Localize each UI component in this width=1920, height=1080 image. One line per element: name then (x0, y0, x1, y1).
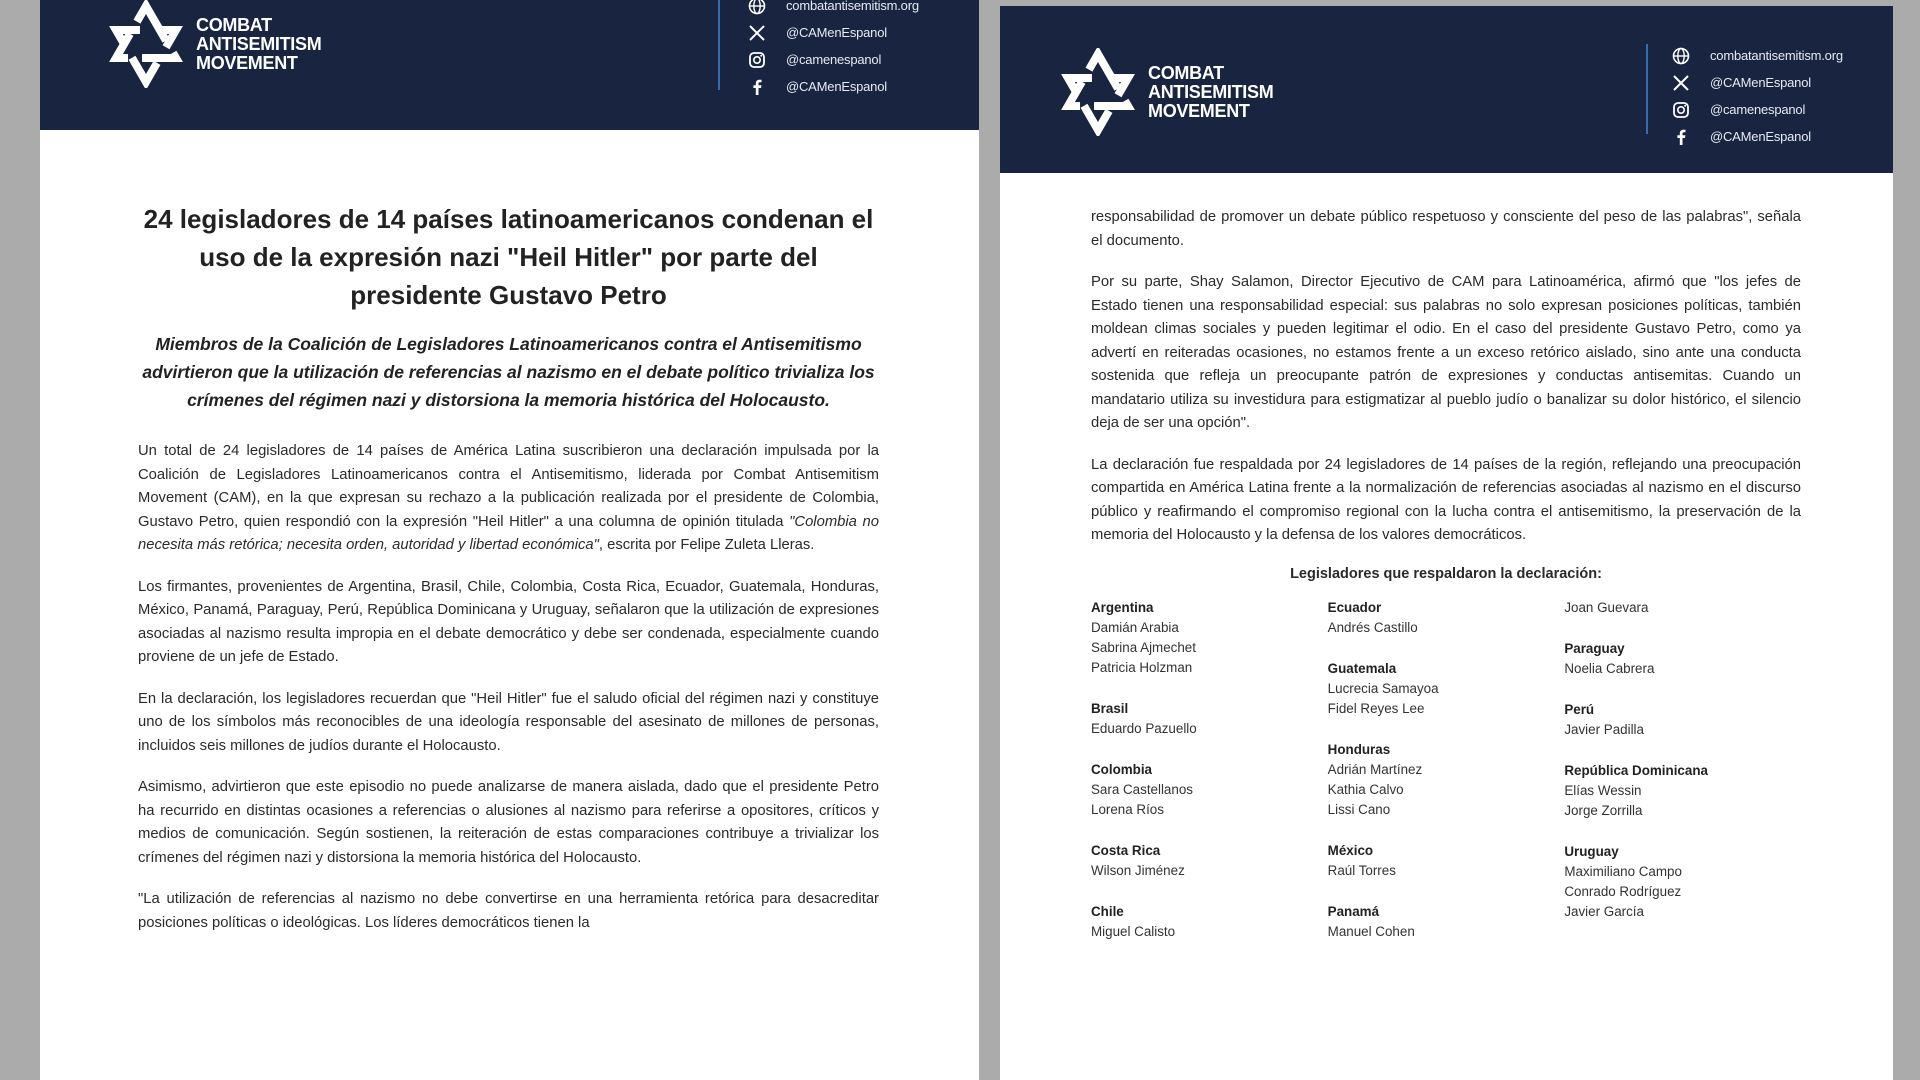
page-subtitle: Miembros de la Coalición de Legisladores Latinoamericanos contra el Antisemitismo advirtieron que la utilización de referencias al nazismo en el debate político trivializa los crímenes del régimen nazi y distorsiona la memoria histórica del Holocausto. (142, 334, 875, 410)
paragraph-text: , escrita por Felipe Zuleta Lleras. (598, 537, 815, 553)
legislator-name: Wilson Jiménez (1091, 862, 1185, 878)
legislator-name: Lucrecia Samayoa (1327, 680, 1439, 696)
facebook-icon (1672, 128, 1690, 146)
country-group (1328, 841, 1565, 881)
paragraph-text: Un total de 24 legisladores de 14 países de América Latina suscribieron una declaración impulsada por la Coalición de Legisladores Latinoamericanos contra el Antisemitismo, liderada por Combat Antisemitism Movement (CAM), en la que expresan su rechazo a la publicación realizada por el presidente de Colombia, Gustavo Petro, quien respondió con la expresión "Heil Hitler" a una columna de opinión titulada (138, 443, 879, 530)
star-of-david-icon (106, 0, 186, 88)
globe-icon (748, 0, 766, 15)
paragraph: Por su parte, Shay Salamon, Director Ejecutivo de CAM para Latinoamérica, afirmó que "los jefes de Estado tienen una responsabilidad especial: sus palabras no solo expresan posiciones políticas, también moldean climas sociales y pueden legitimar el odio. En el caso del presidente Gustavo Petro, como ya advertí en reiteradas ocasiones, no estamos frente a un exceso retórico aislado, sino ante una conducta sostenida que refleja un preocupante patrón de expresiones y conductas antisemitas. Cuando un mandatario utiliza su investidura para estigmatizar al pueblo judío o banalizar su dolor histórico, el silencio deja de ser una opción". (1091, 274, 1801, 431)
legislator-name: Kathia Calvo (1327, 781, 1404, 797)
legislator-name: Adrián Martínez (1327, 761, 1423, 777)
paragraph: responsabilidad de promover un debate público respetuoso y consciente del peso de las palabras", señala el documento. (1091, 209, 1801, 249)
legislator-name: Lissi Cano (1327, 801, 1391, 817)
brand-name (1148, 64, 1273, 121)
country-name: Chile (1091, 903, 1124, 919)
paragraph: Los firmantes, provenientes de Argentina, Brasil, Chile, Colombia, Costa Rica, Ecuador, Guatemala, Honduras, México, Panamá, Paraguay, Perú, República Dominicana y Uruguay, señalaron que la utilización de expresiones asociadas al nazismo resulta impropia en el debate democrático y debe ser condenada, especialmente cuando proviene de un jefe de Estado. (138, 578, 879, 665)
legislators-list (1091, 598, 1801, 963)
brand-name-line: COMBAT (1148, 62, 1224, 83)
country-group (1328, 902, 1565, 942)
x-icon (1672, 74, 1690, 92)
legislator-name: Conrado Rodríguez (1564, 883, 1682, 899)
country-group (1328, 659, 1565, 719)
social-text: @camenespanol (1710, 102, 1806, 117)
brand-name (196, 16, 321, 73)
legislator-name: Jorge Zorrilla (1564, 802, 1643, 818)
country-group (1091, 902, 1328, 942)
header-divider (718, 0, 720, 90)
brand-logo (1058, 48, 1273, 136)
paragraph (138, 440, 879, 558)
instagram-icon (1672, 101, 1690, 119)
country-name: Costa Rica (1091, 842, 1161, 858)
legislators-heading: Legisladores que respaldaron la declaración: (1290, 565, 1602, 582)
paragraph: Asimismo, advirtieron que este episodio no puede analizarse de manera aislada, dado que el presidente Petro ha recurrido en distintas ocasiones a referencias o alusiones al nazismo para referirse a opositores, críticos y medios de comunicación. Según sostienen, la reiteración de estas comparaciones contribuye a trivializar los crímenes del régimen nazi y distorsiona la memoria histórica del Holocausto. (138, 779, 879, 866)
legislator-name: Javier Padilla (1564, 721, 1644, 737)
legislator-name: Raúl Torres (1327, 862, 1396, 878)
legislator-name: Sara Castellanos (1091, 781, 1193, 797)
x-icon (748, 24, 766, 42)
country-group (1564, 700, 1801, 740)
legislator-name: Javier García (1564, 903, 1644, 919)
social-facebook[interactable] (748, 73, 919, 100)
paragraph: La declaración fue respaldada por 24 legisladores de 14 países de la región, reflejando una preocupación compartida en América Latina frente a la normalización de referencias asociadas al nazismo en el discurso público y reafirmando el compromiso regional con la lucha contra el antisemitismo, la preservación de la memoria del Holocausto y la defensa de los valores democráticos. (1091, 456, 1801, 543)
legislator-name: Andrés Castillo (1327, 619, 1418, 635)
country-group (1564, 639, 1801, 679)
legislator-name: Elías Wessin (1564, 782, 1642, 798)
document-page-1 (40, 0, 979, 1080)
country-name: Brasil (1091, 700, 1129, 716)
legislator-name: Manuel Cohen (1327, 923, 1415, 939)
legislators-column (1328, 598, 1565, 963)
column-title-quote: "Colombia no necesita más retórica; necesita orden, autoridad y libertad económica" (138, 513, 879, 553)
social-links (1672, 42, 1843, 150)
social-x[interactable] (748, 19, 919, 46)
social-text: combatantisemitism.org (1710, 48, 1843, 63)
country-name: Perú (1564, 701, 1595, 717)
social-instagram[interactable] (1672, 96, 1843, 123)
brand-name-line: MOVEMENT (196, 52, 298, 73)
page-header (40, 0, 979, 130)
country-name: México (1327, 842, 1374, 858)
brand-name-line: ANTISEMITISM (1148, 81, 1274, 102)
social-text: @CAMenEspanol (786, 25, 887, 40)
legislators-column (1091, 598, 1328, 963)
country-name: Panamá (1327, 903, 1380, 919)
social-x[interactable] (1672, 69, 1843, 96)
legislator-name: Sabrina Ajmechet (1091, 639, 1196, 655)
brand-logo (106, 0, 321, 88)
legislator-name: Eduardo Pazuello (1091, 720, 1197, 736)
paragraph: En la declaración, los legisladores recuerdan que "Heil Hitler" fue el saludo oficial del régimen nazi y constituye uno de los símbolos más reconocibles de una ideología responsable del asesinato de millones de personas, incluidos seis millones de judíos durante el Holocausto. (138, 690, 879, 754)
page-header (1000, 6, 1893, 173)
brand-name-line: COMBAT (196, 14, 272, 35)
social-instagram[interactable] (748, 46, 919, 73)
globe-icon (1672, 47, 1690, 65)
country-name: Paraguay (1564, 640, 1625, 656)
country-group (1328, 598, 1565, 638)
instagram-icon (748, 51, 766, 69)
country-group (1091, 699, 1328, 739)
page-2-body (1091, 206, 1801, 963)
page-1-body (138, 200, 879, 953)
social-text: @CAMenEspanol (786, 79, 887, 94)
country-name: República Dominicana (1564, 762, 1708, 778)
social-website[interactable] (1672, 42, 1843, 69)
legislators-column (1564, 598, 1801, 963)
country-group (1564, 598, 1801, 618)
country-group (1091, 598, 1328, 678)
country-group (1564, 842, 1801, 922)
document-page-2 (1000, 6, 1893, 1080)
social-text: combatantisemitism.org (786, 0, 919, 13)
country-name: Uruguay (1564, 843, 1619, 859)
social-text: @CAMenEspanol (1710, 129, 1811, 144)
paragraph: "La utilización de referencias al nazismo no debe convertirse en una herramienta retórica para desacreditar posiciones políticas o ideológicas. Los líderes democráticos tienen la (138, 891, 879, 931)
social-website[interactable] (748, 0, 919, 19)
country-group (1328, 740, 1565, 820)
country-name: Guatemala (1327, 660, 1397, 676)
country-name: Ecuador (1327, 599, 1382, 615)
country-name: Argentina (1091, 599, 1154, 615)
country-group (1564, 761, 1801, 821)
country-name: Honduras (1327, 741, 1391, 757)
country-name: Colombia (1091, 761, 1153, 777)
legislator-name: Lorena Ríos (1091, 801, 1164, 817)
star-of-david-icon (1058, 48, 1138, 136)
social-text: @CAMenEspanol (1710, 75, 1811, 90)
brand-name-line: MOVEMENT (1148, 100, 1250, 121)
social-facebook[interactable] (1672, 123, 1843, 150)
header-divider (1646, 44, 1648, 134)
legislator-name: Damián Arabia (1091, 619, 1179, 635)
page-title: 24 legisladores de 14 países latinoamericanos condenan el uso de la expresión nazi "Heil Hitler" por parte del presidente Gustavo Petro (143, 204, 874, 310)
legislator-name: Fidel Reyes Lee (1327, 700, 1425, 716)
country-group (1091, 760, 1328, 820)
legislator-name: Joan Guevara (1564, 599, 1649, 615)
legislator-name: Noelia Cabrera (1564, 660, 1655, 676)
legislator-name: Patricia Holzman (1091, 659, 1193, 675)
social-links (748, 0, 919, 100)
legislator-name: Miguel Calisto (1091, 923, 1176, 939)
country-group (1091, 841, 1328, 881)
brand-name-line: ANTISEMITISM (196, 33, 322, 54)
legislator-name: Maximiliano Campo (1564, 863, 1682, 879)
facebook-icon (748, 78, 766, 96)
social-text: @camenespanol (786, 52, 882, 67)
